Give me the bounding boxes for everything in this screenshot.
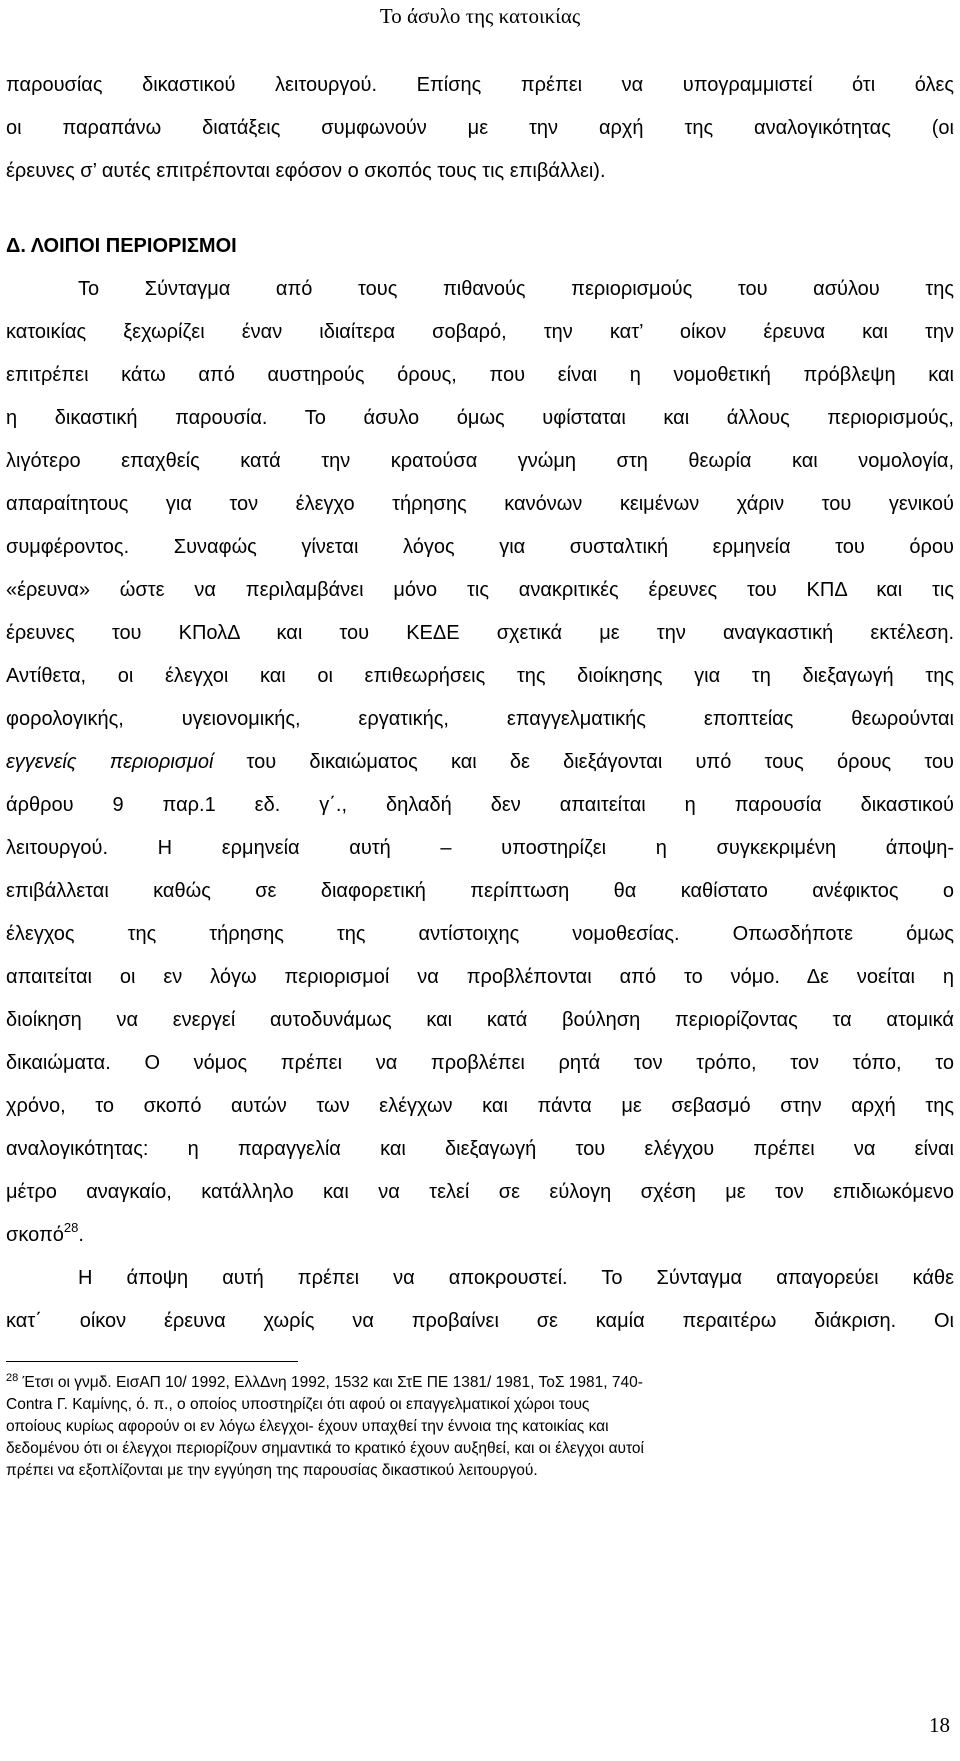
footnote-line: οποίους κυρίως αφορούν οι εν λόγω έλεγχοι- έχουν υπαχθεί την έννοια της κατοικίας και [6, 1418, 609, 1435]
paragraph-3 [6, 1257, 954, 1343]
text-line: παρουσίας δικαστικού λειτουργού. Επίσης πρέπει να υπογραμμιστεί ότι όλες [6, 74, 954, 96]
text-line: απαιτείται οι εν λόγω περιορισμοί να προβλέπονται από το νόμο. Δε νοείται η [6, 966, 954, 988]
footnotes [6, 1372, 954, 1482]
text-line: Το Σύνταγμα από τους πιθανούς περιορισμούς του ασύλου της [78, 278, 954, 300]
text-line: λιγότερο επαχθείς κατά την κρατούσα γνώμη στη θεωρία και νομολογία, [6, 450, 954, 472]
footnote-line: πρέπει να εξοπλίζονται με την εγγύηση της παρουσίας δικαστικού λειτουργού. [6, 1462, 538, 1479]
text-line: Αντίθετα, οι έλεγχοι και οι επιθεωρήσεις της διοίκησης για τη διεξαγωγή της [6, 665, 954, 687]
italic-term-tail: του δικαιώματος και δε διεξάγονται υπό τους όρους του [213, 751, 954, 773]
text-line: δικαιώματα. Ο νόμος πρέπει να προβλέπει ρητά τον τρόπο, τον τόπο, το [6, 1052, 954, 1074]
text-line: απαραίτητους για τον έλεγχο τήρησης κανόνων κειμένων χάριν του γενικού [6, 493, 954, 515]
text-line: μέτρο αναγκαίο, κατάλληλο και να τελεί σε εύλογη σχέση με τον επιδιωκόμενο [6, 1181, 954, 1203]
text-line: χρόνο, το σκοπό αυτών των ελέγχων και πάντα με σεβασμό στην αρχή της [6, 1095, 954, 1117]
text-line: Η άποψη αυτή πρέπει να αποκρουστεί. Το Σύνταγμα απαγορεύει κάθε [78, 1267, 954, 1289]
running-header: Το άσυλο της κατοικίας [379, 4, 581, 28]
footnote-line [6, 1374, 643, 1391]
text-line [6, 1214, 954, 1257]
footnote-number: 28 [6, 1372, 19, 1384]
italic-term: εγγενείς περιορισμοί [6, 751, 214, 773]
text-line: κατ΄ οίκον έρευνα χωρίς να προβαίνει σε καμία περαιτέρω διάκριση. Οι [6, 1310, 954, 1332]
footnote-line: δεδομένου ότι οι έλεγχοι περιορίζουν σημαντικά το κρατικό έχουν αυξηθεί, και οι έλεγχοι αυτοί [6, 1440, 644, 1457]
footnote-text: Έτσι οι γνμδ. ΕισΑΠ 10/ 1992, ΕλλΔνη 1992, 1532 και ΣτΕ ΠΕ 1381/ 1981, ΤοΣ 1981, 740- [18, 1374, 643, 1391]
text-line: κατοικίας ξεχωρίζει έναν ιδιαίτερα σοβαρό, την κατ’ οίκον έρευνα και την [6, 321, 954, 343]
paragraph-2 [6, 268, 954, 1257]
footnote [6, 1372, 954, 1482]
footnote-separator [6, 1361, 298, 1362]
text-line: έρευνες σ’ αυτές επιτρέπονται εφόσον ο σκοπός τους τις επιβάλλει). [6, 160, 606, 182]
text-line: έλεγχος της τήρησης της αντίστοιχης νομοθεσίας. Οπωσδήποτε όμως [6, 923, 954, 945]
text-line-italic [6, 741, 954, 784]
page-number: 18 [929, 1713, 950, 1737]
paragraph-1 [6, 64, 954, 193]
text-line: λειτουργού. Η ερμηνεία αυτή – υποστηρίζει η συγκεκριμένη άποψη- [6, 837, 954, 859]
text-line: συμφέροντος. Συναφώς γίνεται λόγος για συσταλτική ερμηνεία του όρου [6, 536, 954, 558]
text-line: αναλογικότητας: η παραγγελία και διεξαγωγή του ελέγχου πρέπει να είναι [6, 1138, 954, 1160]
body-text [6, 64, 954, 1343]
footnote-reference[interactable]: 28 [63, 1220, 79, 1235]
text-line: η δικαστική παρουσία. Το άσυλο όμως υφίσταται και άλλους περιορισμούς, [6, 407, 954, 429]
text-line: «έρευνα» ώστε να περιλαμβάνει μόνο τις ανακριτικές έρευνες του ΚΠΔ και τις [6, 579, 954, 601]
text-fragment: σκοπό [6, 1224, 64, 1246]
section-heading: Δ. ΛΟΙΠΟΙ ΠΕΡΙΟΡΙΣΜΟΙ [6, 235, 237, 257]
text-line: οι παραπάνω διατάξεις συμφωνούν με την αρχή της αναλογικότητας (οι [6, 117, 954, 139]
text-fragment: . [78, 1224, 84, 1246]
text-line: επιτρέπει κάτω από αυστηρούς όρους, που είναι η νομοθετική πρόβλεψη και [6, 364, 954, 386]
text-line: έρευνες του ΚΠολΔ και του ΚΕΔΕ σχετικά με την αναγκαστική εκτέλεση. [6, 622, 954, 644]
footnote-line: Contra Γ. Καμίνης, ό. π., ο οποίος υποστηρίζει ότι αφού οι επαγγελματικοί χώροι τους [6, 1396, 590, 1413]
text-line: διοίκηση να ενεργεί αυτοδυνάμως και κατά βούληση περιορίζοντας τα ατομικά [6, 1009, 954, 1031]
text-line: φορολογικής, υγειονομικής, εργατικής, επαγγελματικής εποπτείας θεωρούνται [6, 708, 954, 730]
text-line: επιβάλλεται καθώς σε διαφορετική περίπτωση θα καθίστατο ανέφικτος ο [6, 880, 954, 902]
text-line: άρθρου 9 παρ.1 εδ. γ΄., δηλαδή δεν απαιτείται η παρουσία δικαστικού [6, 794, 954, 816]
